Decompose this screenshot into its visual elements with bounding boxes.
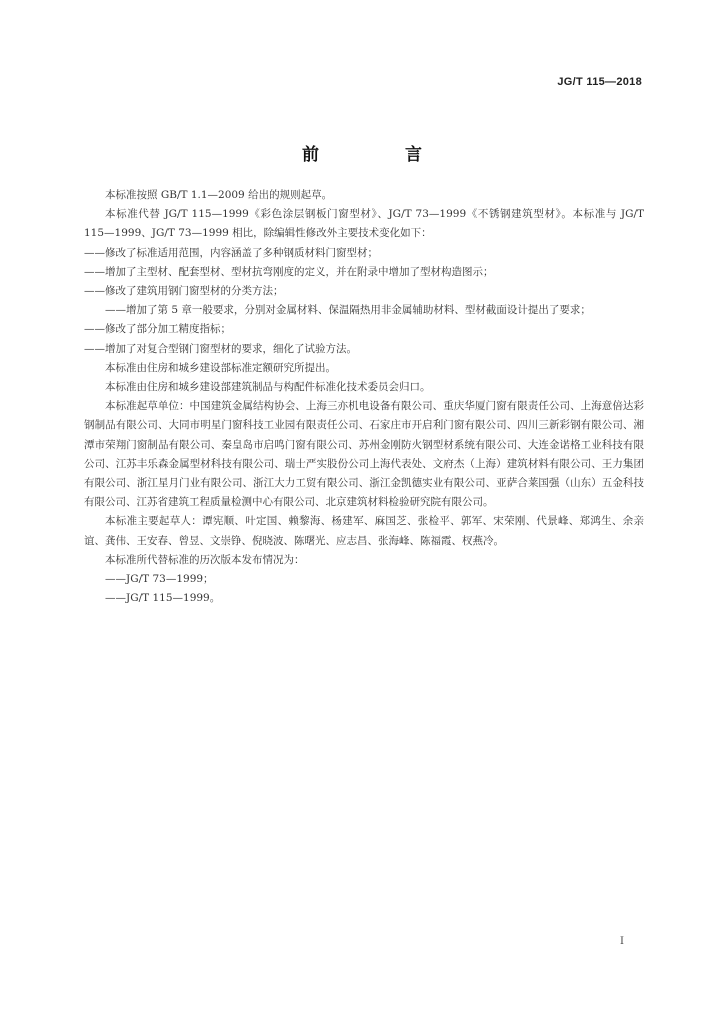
change-item: ——增加了主型材、配套型材、型材抗弯刚度的定义，并在附录中增加了型材构造图示；	[84, 265, 494, 278]
page-number: I	[620, 936, 624, 947]
paragraph-drafting-units: 本标准起草单位：中国建筑金属结构协会、上海三亦机电设备有限公司、重庆华厦门窗有限责任公司、上海意倍达彩钢制品有限公司、大同市明星门窗科技工业园有限责任公司、石家庄市开启利门窗有限公司、四川三新彩钢有限公司、湘潭市荣翔门窗制品有限公司、秦皇岛市启鸣门窗有限公司、苏州金刚防火钢型材系统有限公司、大连金诺格工业科技有限公司、江苏丰乐森金属型材科技有限公司、瑞士严实股份公司上海代表处、文府杰（上海）建筑材料有限公司、王力集团有限公司、浙江星月门业有限公司、浙江大力工贸有限公司、浙江金凯德实业有限公司、亚萨合莱国强（山东）五金科技有限公司、江苏省建筑工程质量检测中心有限公司、北京建筑材料检验研究院有限公司。	[84, 400, 644, 509]
paragraph-drafters: 本标准主要起草人：谭宪顺、叶定国、赖黎海、杨建军、麻国芝、张检平、郭军、宋荣刚、代景峰、郑鸿生、余亲谊、龚伟、王安春、曾昱、文崇铮、倪晓波、陈曙光、应志昌、张海峰、陈福霞、杈燕冷。	[84, 515, 644, 547]
history-item: ——JG/T 115—1999。	[105, 592, 221, 605]
foreword-body	[84, 186, 644, 608]
change-item: ——增加了对复合型钢门窗型材的要求，细化了试验方法。	[84, 342, 357, 355]
change-item: ——修改了部分加工精度指标；	[84, 323, 231, 336]
paragraph-version-history: 本标准所代替标准的历次版本发布情况为：	[105, 553, 305, 566]
paragraph-replaced-standards: 本标准代替 JG/T 115—1999《彩色涂层钢板门窗型材》、JG/T 73—1999《不锈钢建筑型材》。本标准与 JG/T 115—1999、JG/T 73—1999 相比，除编辑性修改外主要技术变化如下：	[84, 208, 644, 240]
paragraph-drafting-rules: 本标准按照 GB/T 1.1—2009 给出的规则起草。	[105, 189, 333, 201]
paragraph-proposed-by: 本标准由住房和城乡建设部标准定额研究所提出。	[105, 361, 336, 374]
change-item: ——修改了标准适用范围，内容涵盖了多种钢质材料门窗型材；	[84, 246, 378, 259]
standard-code: JG/T 115—2018	[557, 76, 642, 88]
paragraph-centralized-by: 本标准由住房和城乡建设部建筑制品与构配件标准化技术委员会归口。	[105, 381, 431, 394]
page-title: 前 言	[302, 145, 462, 165]
history-item: ——JG/T 73—1999；	[105, 573, 214, 586]
change-item: ——增加了第 5 章一般要求，分别对金属材料、保温隔热用非金属辅助材料、型材截面设计提出了要求；	[105, 304, 591, 317]
change-item: ——修改了建筑用钢门窗型材的分类方法；	[84, 285, 284, 298]
